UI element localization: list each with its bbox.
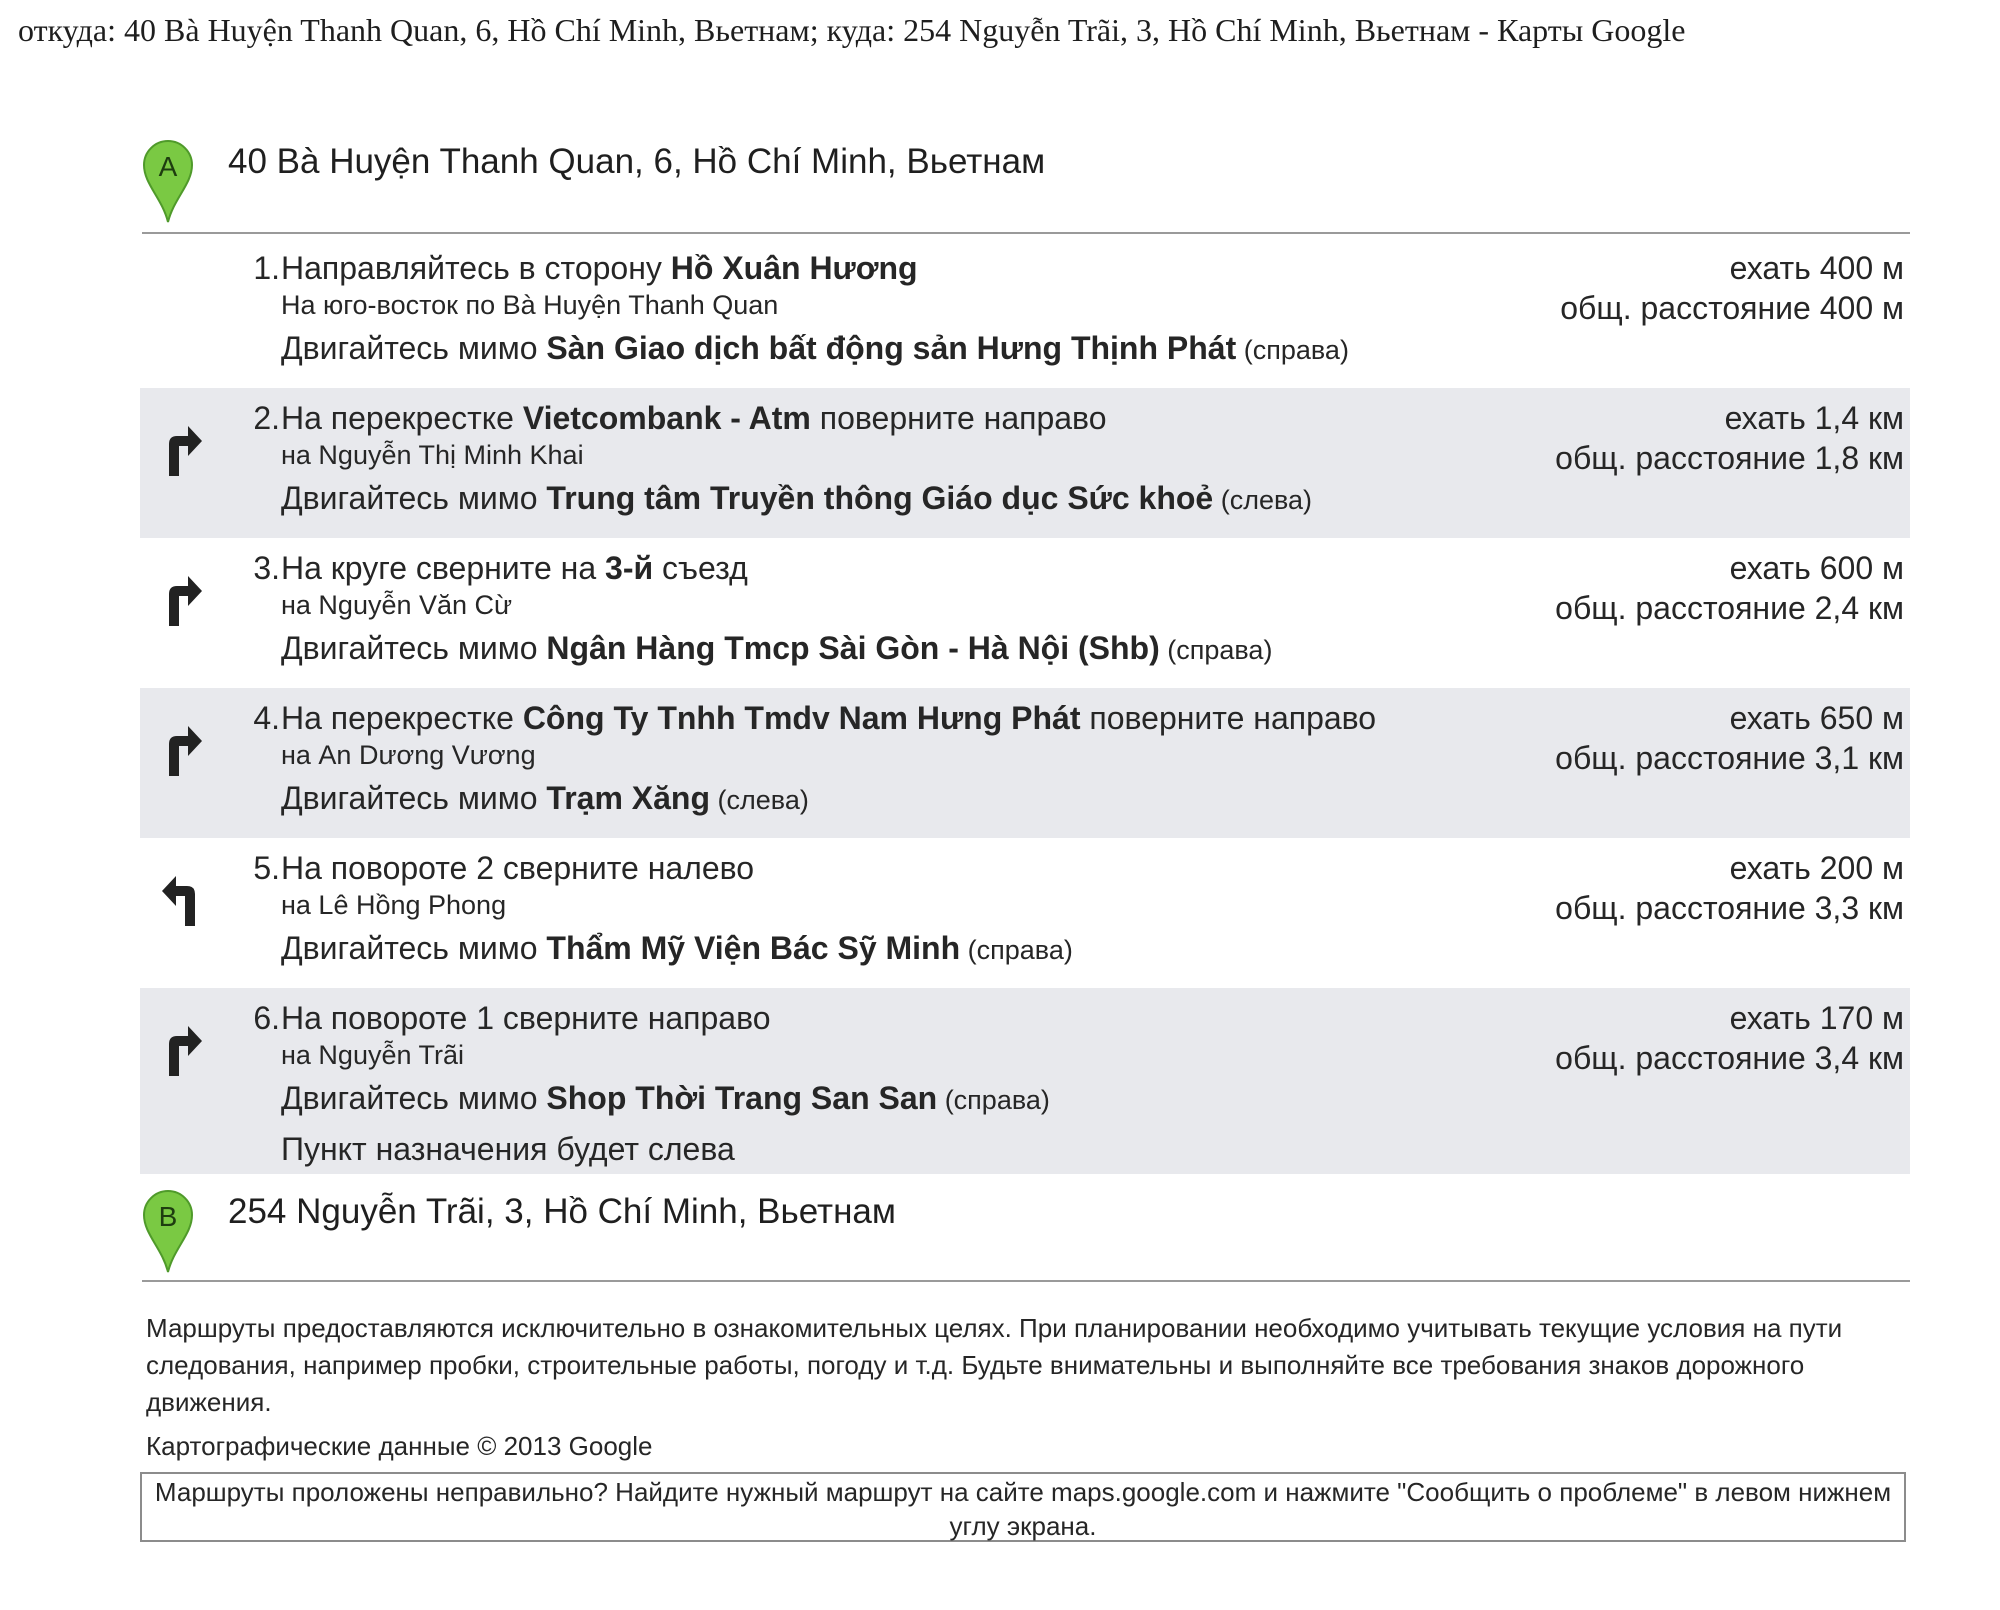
destination-address: 254 Nguyễn Trãi, 3, Hồ Chí Minh, Вьетнам (228, 1192, 896, 1231)
step-number: 4. (253, 700, 280, 736)
step-landmark: Двигайтесь мимо Ngân Hàng Tmcp Sài Gòn - Hà Nội (Shb) (справа) (281, 630, 1273, 666)
step-distance: ехать 600 м (1729, 550, 1904, 586)
copyright-text: Картографические данные © 2013 Google (146, 1431, 653, 1461)
direction-step (140, 388, 1910, 538)
step-number: 6. (253, 1000, 280, 1036)
step-instruction: На повороте 2 сверните налево (281, 850, 755, 886)
step-number: 5. (253, 850, 280, 886)
step-landmark: Двигайтесь мимо Trạm Xăng (слева) (281, 780, 809, 816)
step-landmark: Двигайтесь мимо Sàn Giao dịch bất động sản Hưng Thịnh Phát (справа) (281, 330, 1349, 366)
marker-b-icon (140, 1188, 196, 1274)
step-total-distance: общ. расстояние 3,1 км (1555, 740, 1904, 776)
marker-a-letter: A (158, 151, 178, 182)
step-road: на Nguyễn Văn Cừ (281, 590, 513, 620)
step-instruction: На перекрестке Vietcombank - Atm поверните направо (281, 400, 1107, 436)
step-total-distance: общ. расстояние 400 м (1560, 290, 1904, 326)
step-road: на An Dương Vương (281, 740, 536, 770)
direction-step (140, 988, 1910, 1174)
step-distance: ехать 650 м (1729, 700, 1904, 736)
turn-right-icon (160, 722, 204, 778)
step-distance: ехать 1,4 км (1724, 400, 1904, 436)
disclaimer-text: Маршруты предоставляются исключительно в ознакомительных целях. При планировании необходимо учитывать текущие условия на пути следования, например пробки, строительные работы, погоду и т.д. Будьте внимательны и выполняйте все требования знаков дорожного движения. (146, 1313, 1843, 1417)
step-road: на Nguyễn Trãi (281, 1040, 465, 1070)
step-instruction: На повороте 1 сверните направо (281, 1000, 771, 1036)
origin-waypoint (140, 138, 1910, 238)
step-landmark: Двигайтесь мимо Thẩm Mỹ Viện Bác Sỹ Minh (справа) (281, 930, 1073, 966)
step-instruction: На перекрестке Công Ty Tnhh Tmdv Nam Hưng Phát поверните направо (281, 700, 1377, 736)
divider (142, 232, 1910, 234)
step-total-distance: общ. расстояние 3,3 км (1555, 890, 1904, 926)
direction-step (140, 838, 1910, 988)
direction-step (140, 238, 1910, 388)
report-problem-notice: Маршруты проложены неправильно? Найдите нужный маршрут на сайте maps.google.com и нажмите "Сообщить о проблеме" в левом нижнем углу экрана. (140, 1472, 1906, 1542)
origin-address: 40 Bà Huyện Thanh Quan, 6, Hồ Chí Minh, Вьетнам (228, 142, 1046, 181)
step-distance: ехать 400 м (1729, 250, 1904, 286)
direction-step (140, 688, 1910, 838)
turn-left-icon (160, 872, 204, 928)
step-distance: ехать 170 м (1729, 1000, 1904, 1036)
step-distance: ехать 200 м (1729, 850, 1904, 886)
step-instruction: Направляйтесь в сторону Hồ Xuân Hương (281, 250, 918, 286)
page-title: откуда: 40 Bà Huyện Thanh Quan, 6, Hồ Chí Minh, Вьетнам; куда: 254 Nguyễn Trãi, 3, Hồ Chí Minh, Вьетнам - Карты Google (18, 12, 1686, 48)
step-road: на Lê Hồng Phong (281, 890, 507, 920)
turn-right-icon (160, 572, 204, 628)
step-total-distance: общ. расстояние 1,8 км (1555, 440, 1904, 476)
directions-list (140, 238, 1910, 1174)
step-total-distance: общ. расстояние 3,4 км (1555, 1040, 1904, 1076)
step-road: На юго-восток по Bà Huyện Thanh Quan (281, 290, 779, 320)
marker-a-icon (140, 138, 196, 224)
step-instruction: На круге сверните на 3-й съезд (281, 550, 748, 586)
step-landmark: Двигайтесь мимо Trung tâm Truyền thông Giáo dục Sức khoẻ (слева) (281, 480, 1313, 516)
step-total-distance: общ. расстояние 2,4 км (1555, 590, 1904, 626)
destination-waypoint (140, 1188, 1910, 1288)
step-landmark: Двигайтесь мимо Shop Thời Trang San San (справа) (281, 1080, 1050, 1116)
step-number: 3. (253, 550, 280, 586)
divider (142, 1280, 1910, 1282)
step-road: на Nguyễn Thị Minh Khai (281, 440, 584, 470)
destination-note: Пункт назначения будет слева (281, 1131, 735, 1167)
step-number: 1. (253, 250, 280, 286)
direction-step (140, 538, 1910, 688)
turn-right-icon (160, 422, 204, 478)
step-number: 2. (253, 400, 280, 436)
marker-b-letter: B (158, 1201, 178, 1232)
turn-right-icon (160, 1022, 204, 1078)
